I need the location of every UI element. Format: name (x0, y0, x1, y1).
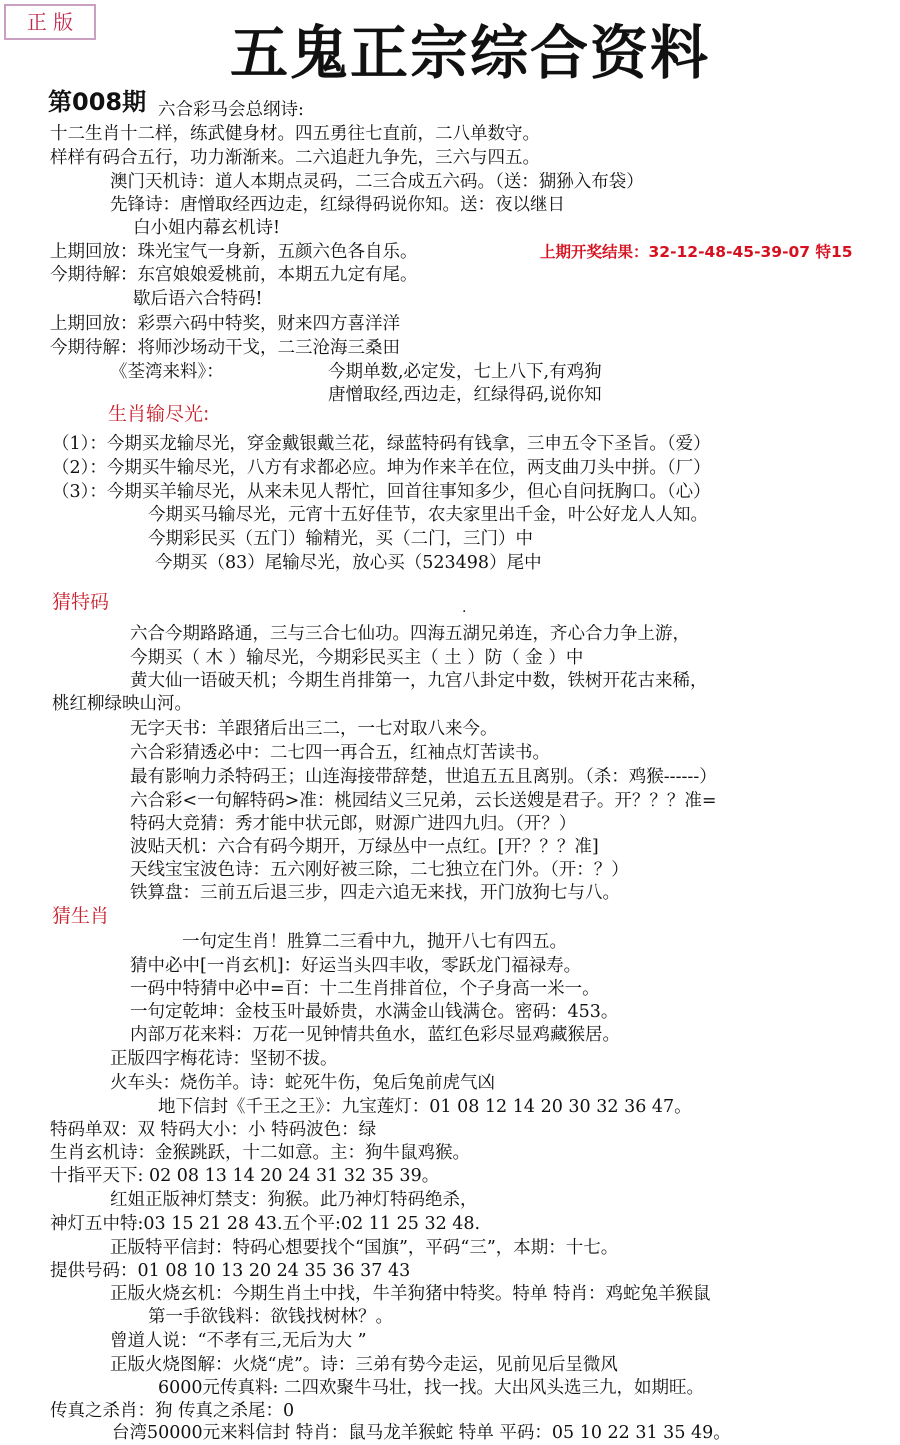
text-line: 今期待解：将师沙场动干戈，二三沧海三桑田 (50, 338, 400, 358)
text-line: 铁算盘：三前五后退三步，四走六追无来找，开门放狗七与八。 (130, 883, 620, 903)
text-line: 火车头：烧伤羊。诗：蛇死牛伤，兔后兔前虎气凶 (110, 1073, 495, 1093)
text-line: 6000元传真料: 二四欢聚牛马壮，找一找。大出风头选三九，如期旺。 (158, 1378, 704, 1398)
text-line: 上期回放：珠光宝气一身新，五颜六色各自乐。 (50, 242, 418, 262)
text-line: 一码中特猜中必中=百：十二生肖排首位，个子身高一米一。 (130, 979, 600, 999)
text-line: 歇后语六合特码! (133, 289, 263, 309)
text-line: 一句定乾坤：金枝玉叶最娇贵，水满金山钱满仓。密码：453。 (130, 1002, 619, 1022)
text-line: 特码单双：双 特码大小：小 特码波色：绿 (50, 1120, 377, 1140)
text-line: 先锋诗：唐憎取经西边走，红绿得码说你知。送：夜以继日 (110, 195, 565, 215)
text-line: 曾道人说：“不孝有三,无后为大 ” (110, 1331, 367, 1351)
text-line: 今期买（ 木 ）输尽光，今期彩民买主（ 土 ）防（ 金 ）中 (130, 648, 584, 668)
text-line: 神灯五中特:03 15 21 28 43.五个平:02 11 25 32 48. (50, 1214, 481, 1234)
text-line: 特码大竞猜：秀才能中状元郎，财源广进四九归。（开？） (130, 814, 577, 834)
text-line: 台湾50000元来料信封 特肖：鼠马龙羊猴蛇 特单 平码：05 10 22 31 35 49。 (112, 1423, 731, 1443)
text-line: （3）：今期买羊输尽光，从来未见人帮忙，回首往事知多少，但心自问抚胸口。（心） (52, 482, 711, 502)
text-line: 猜中必中[一肖玄机]：好运当头四丰收，零跃龙门福禄寿。 (130, 956, 582, 976)
section-heading: 生肖输尽光: (108, 403, 210, 425)
text-line: 一句定生肖！胜算二三看中九，抛开八七有四五。 (182, 932, 567, 952)
section-heading: 猜特码 (52, 591, 110, 613)
text-line: 提供号码：01 08 10 13 20 24 35 36 37 43 (50, 1261, 411, 1281)
page-title: 五鬼正宗综合资料 (229, 19, 710, 87)
text-line: 今期买马输尽光，元宵十五好佳节，农夫家里出千金，叶公好龙人人知。 (148, 505, 708, 525)
text-line: 红姐正版神灯禁支：狗猴。此乃神灯特码绝杀， (110, 1190, 478, 1210)
text-line: 今期单数,必定发，七上八下,有鸡狗 (328, 362, 602, 382)
text-line: 内部万花来料：万花一见钟情共鱼水，蓝红色彩尽显鸡藏猴居。 (130, 1025, 620, 1045)
text-line: 地下信封《千王之王》：九宝莲灯：01 08 12 14 20 30 32 36 47。 (158, 1097, 692, 1117)
text-line: 第一手欲钱料：欲钱找树林？。 (148, 1307, 393, 1327)
text-line: 正版火烧图解：火烧“虎”。诗：三弟有势今走运，见前见后呈微风 (110, 1355, 618, 1375)
text-line: 最有影响力杀特码王；山连海接带辞楚，世追五五且离别。（杀：鸡猴------） (130, 767, 717, 787)
text-line: 今期买（83）尾输尽光，放心买（523498）尾中 (155, 553, 542, 573)
text-line: 正版四字梅花诗：坚韧不拔。 (110, 1049, 338, 1069)
text-line: 唐憎取经,西边走，红绿得码,说你知 (328, 385, 602, 405)
text-line: （1）：今期买龙输尽光，穿金戴银戴兰花，绿蓝特码有钱拿，三申五令下圣旨。（爱） (52, 434, 711, 454)
last-draw-result: 上期开奖结果：32-12-48-45-39-07 特15 (540, 243, 853, 261)
text-line: 《荃湾来料》： (110, 362, 224, 382)
text-line: 六合彩马会总纲诗: (158, 100, 304, 120)
text-line: 传真之杀肖：狗 传真之杀尾：0 (50, 1401, 295, 1421)
text-line: 六合彩猜透必中：二七四一再合五，红袖点灯苦读书。 (130, 743, 550, 763)
text-line: 白小姐内幕玄机诗! (133, 218, 281, 238)
section-heading: 猜生肖 (52, 905, 110, 927)
text-line: （2）：今期买牛输尽光，八方有求都必应。坤为作来羊在位，两支曲刀头中拼。（厂） (52, 458, 711, 478)
text-line: 黄大仙一语破天机；今期生肖排第一，九宫八卦定中数，铁树开花古来稀， (130, 671, 708, 691)
text-line: 澳门天机诗：道人本期点灵码，二三合成五六码。（送：猢狲入布袋） (110, 172, 644, 192)
text-line: 十指平天下: 02 08 13 14 20 24 31 32 35 39。 (50, 1166, 440, 1186)
text-line: 天线宝宝波色诗：五六刚好被三除，二七独立在门外。（开：？） (130, 860, 629, 880)
text-line: 今期待解：东宫娘娘爱桃前，本期五九定有尾。 (50, 265, 418, 285)
text-line: 桃红柳绿映山河。 (52, 694, 192, 714)
text-line: 上期回放：彩票六码中特奖，财来四方喜洋洋 (50, 314, 400, 334)
text-line: 正版特平信封：特码心想要找个“国旗”，平码“三”，本期：十七。 (110, 1238, 619, 1258)
stray-dot: . (462, 600, 467, 616)
text-line: 生肖玄机诗：金猴跳跃，十二如意。主：狗牛鼠鸡猴。 (50, 1143, 470, 1163)
text-line: 六合彩<一句解特码>准：桃园结义三兄弟，云长送嫂是君子。开？？？准= (130, 791, 717, 811)
text-line: 今期彩民买（五门）输精光，买（二门，三门）中 (148, 529, 533, 549)
text-line: 十二生肖十二样，练武健身材。四五勇往七直前，二八单数守。 (50, 124, 540, 144)
text-line: 波贴天机：六合有码今期开，万绿丛中一点红。[开？？？准] (130, 837, 599, 857)
text-line: 无字天书：羊跟猪后出三二，一七对取八来今。 (130, 719, 498, 739)
text-line: 六合今期路路通，三与三合七仙功。四海五湖兄弟连，齐心合力争上游， (130, 624, 690, 644)
issue-number: 第008期 (48, 88, 147, 116)
edition-badge: 正 版 (4, 4, 96, 40)
text-line: 正版火烧玄机：今期生肖土中找，牛羊狗猪中特奖。特单 特肖：鸡蛇兔羊猴鼠 (110, 1284, 711, 1304)
text-line: 样样有码合五行，功力渐渐来。二六追赶九争先，三六与四五。 (50, 148, 540, 168)
